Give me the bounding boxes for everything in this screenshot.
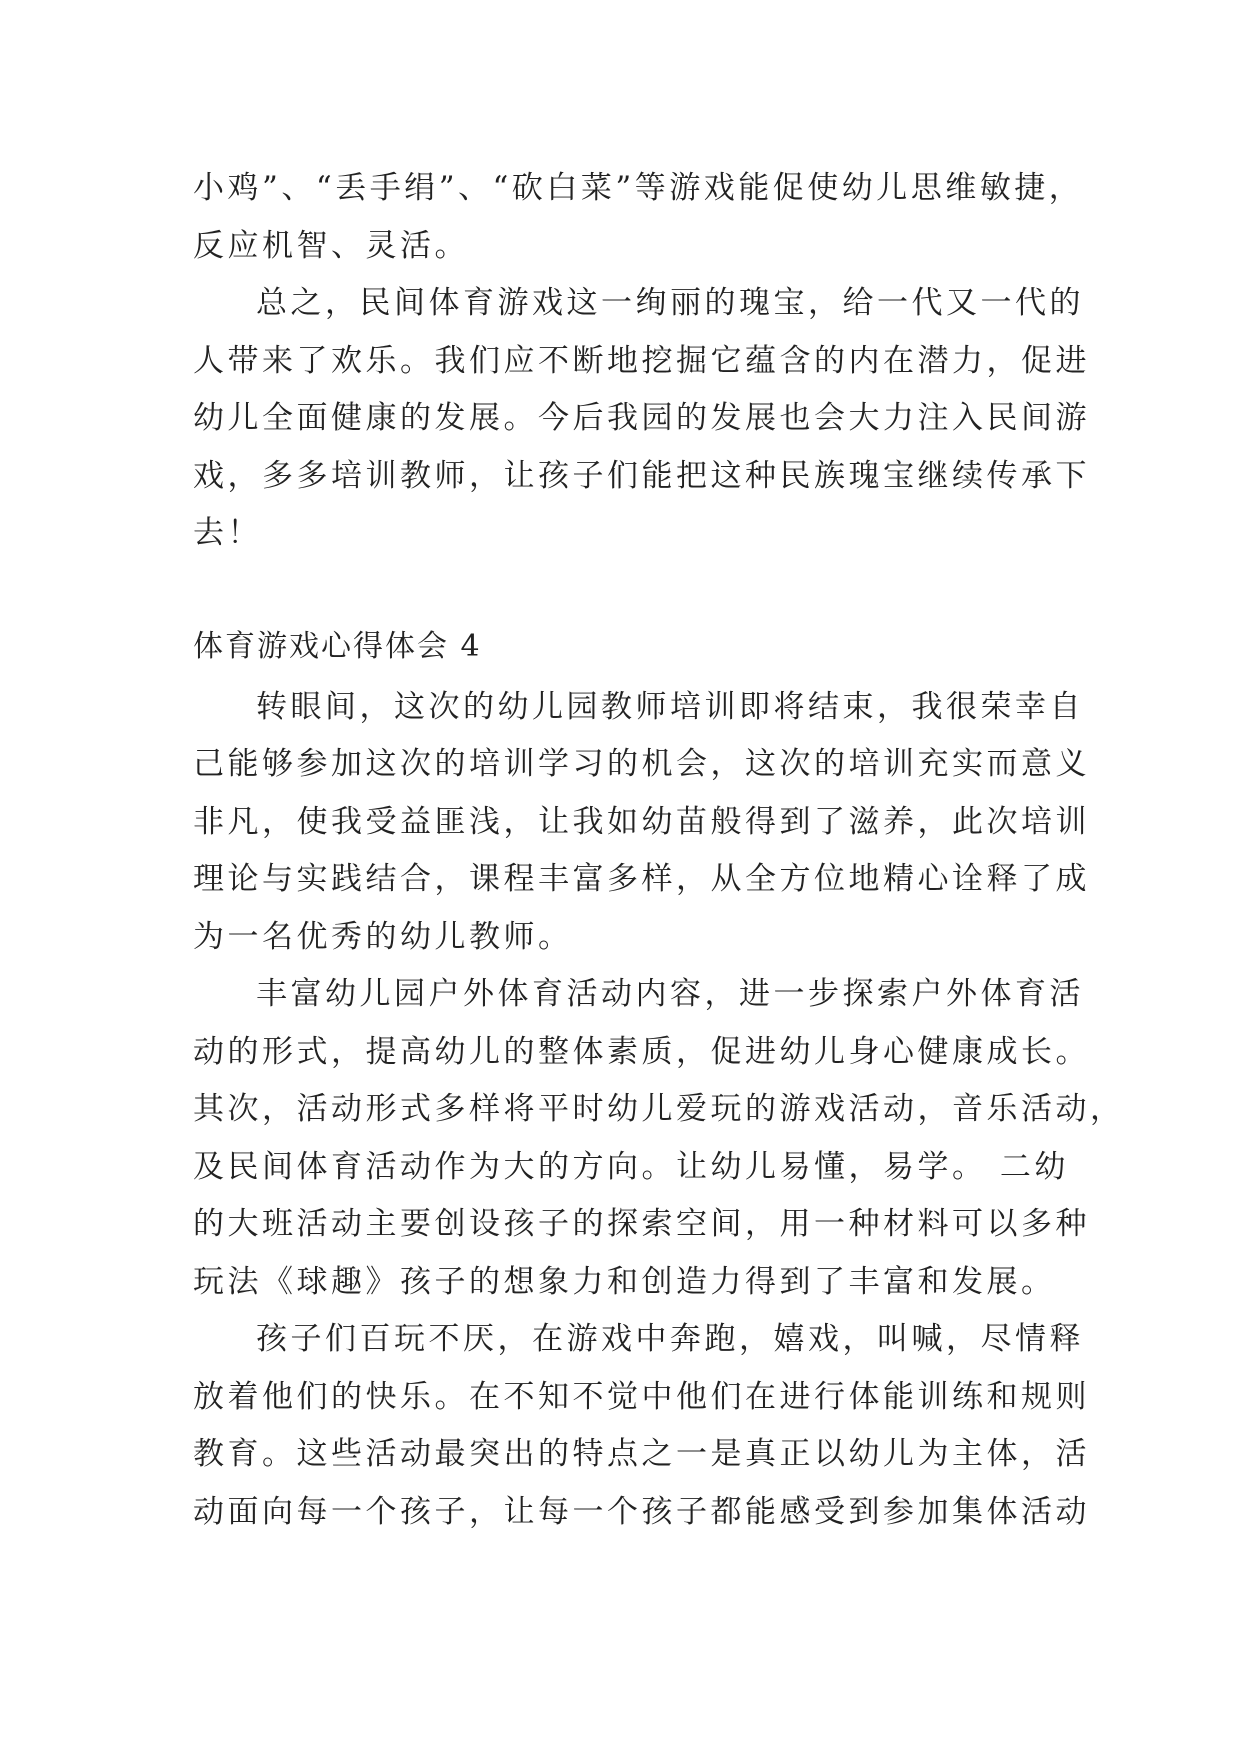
text-line: 其次，活动形式多样将平时幼儿爱玩的游戏活动，音乐活动，: [193, 1091, 1125, 1127]
text-line: 非凡，使我受益匪浅，让我如幼苗般得到了滋养，此次培训: [193, 804, 1090, 840]
text-line: 的大班活动主要创设孩子的探索空间，用一种材料可以多种: [193, 1206, 1090, 1242]
paragraph-start-line: 孩子们百玩不厌，在游戏中奔跑，嬉戏，叫喊，尽情释: [256, 1321, 1084, 1357]
paragraph-start-line: 丰富幼儿园户外体育活动内容，进一步探索户外体育活: [256, 976, 1084, 1012]
text-line: 幼儿全面健康的发展。今后我园的发展也会大力注入民间游: [193, 400, 1090, 436]
text-line: 及民间体育活动作为大的方向。让幼儿易懂，易学。 二幼: [193, 1149, 1069, 1185]
text-line: 去！: [193, 515, 262, 551]
text-line: 为一名优秀的幼儿教师。: [193, 919, 573, 955]
text-line: 反应机智、灵活。: [193, 228, 469, 264]
paragraph-start-line: 转眼间，这次的幼儿园教师培训即将结束，我很荣幸自: [256, 689, 1084, 725]
text-line: 小鸡”、“丢手绢”、“砍白菜”等游戏能促使幼儿思维敏捷，: [193, 170, 1084, 206]
text-line: 玩法《球趣》孩子的想象力和创造力得到了丰富和发展。: [193, 1264, 1056, 1300]
paragraph-start-line: 总之，民间体育游戏这一绚丽的瑰宝，给一代又一代的: [256, 285, 1084, 321]
text-line: 戏，多多培训教师，让孩子们能把这种民族瑰宝继续传承下: [193, 458, 1090, 494]
text-line: 动面向每一个孩子，让每一个孩子都能感受到参加集体活动: [193, 1494, 1090, 1530]
text-line: 人带来了欢乐。我们应不断地挖掘它蕴含的内在潜力，促进: [193, 343, 1090, 379]
section-heading: 体育游戏心得体会 4: [193, 629, 482, 664]
text-line: 理论与实践结合，课程丰富多样，从全方位地精心诠释了成: [193, 861, 1090, 897]
text-line: 动的形式，提高幼儿的整体素质，促进幼儿身心健康成长。: [193, 1034, 1090, 1070]
text-line: 己能够参加这次的培训学习的机会，这次的培训充实而意义: [193, 746, 1090, 782]
text-line: 放着他们的快乐。在不知不觉中他们在进行体能训练和规则: [193, 1379, 1090, 1415]
text-line: 教育。这些活动最突出的特点之一是真正以幼儿为主体，活: [193, 1436, 1090, 1472]
